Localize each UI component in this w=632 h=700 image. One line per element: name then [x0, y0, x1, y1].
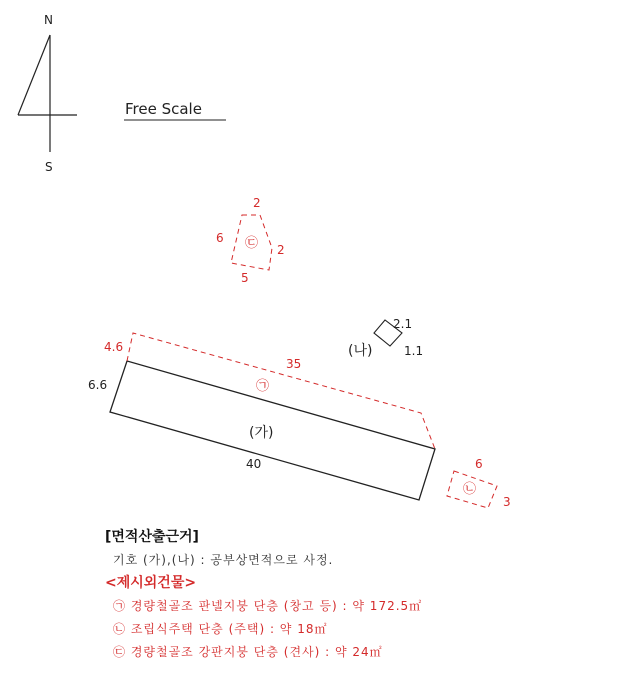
b-dim-top: 6 — [475, 457, 483, 471]
extension-b-symbol: ㉡ — [463, 482, 477, 497]
ga-dim-left: 4.6 — [104, 340, 124, 354]
area-notes — [105, 525, 422, 664]
extra-buildings-heading: <제시외건물> — [105, 575, 197, 591]
na-dim-b: 1.1 — [404, 344, 424, 358]
extension-a-outline — [127, 333, 435, 449]
ga-dim-top: 35 — [286, 357, 302, 371]
b-dim-right: 3 — [503, 495, 511, 509]
na-dim-a: 2.1 — [393, 317, 413, 331]
extra-building-item: ㉢ 경량철골조 강판지붕 단층 (견사) : 약 24㎡ — [113, 645, 383, 659]
notes-heading: [면적산출근거] — [105, 529, 199, 545]
scale-label: Free Scale — [125, 100, 202, 118]
north-arrow-icon — [18, 35, 77, 152]
compass-north-label: N — [44, 13, 53, 27]
c-dim-left: 6 — [216, 231, 224, 245]
building-ga-label: (가) — [249, 425, 274, 441]
extra-building-item: ㉡ 조립식주택 단층 (주택) : 약 18㎡ — [113, 622, 328, 636]
c-dim-bottom: 5 — [241, 271, 249, 285]
c-dim-top: 2 — [253, 196, 261, 210]
notes-basis: 기호 (가),(나) : 공부상면적으로 사정. — [113, 553, 334, 567]
extension-c-symbol: ㉢ — [245, 236, 259, 251]
compass-south-label: S — [45, 160, 53, 174]
ga-dim-bottom: 40 — [246, 457, 262, 471]
building-na-label: (나) — [348, 343, 373, 359]
c-dim-right: 2 — [277, 243, 285, 257]
extra-building-item: ㉠ 경량철골조 판넬지붕 단층 (창고 등) : 약 172.5㎡ — [113, 599, 423, 613]
ga-dim-side: 6.6 — [88, 378, 108, 392]
extension-a-symbol: ㉠ — [256, 379, 270, 394]
